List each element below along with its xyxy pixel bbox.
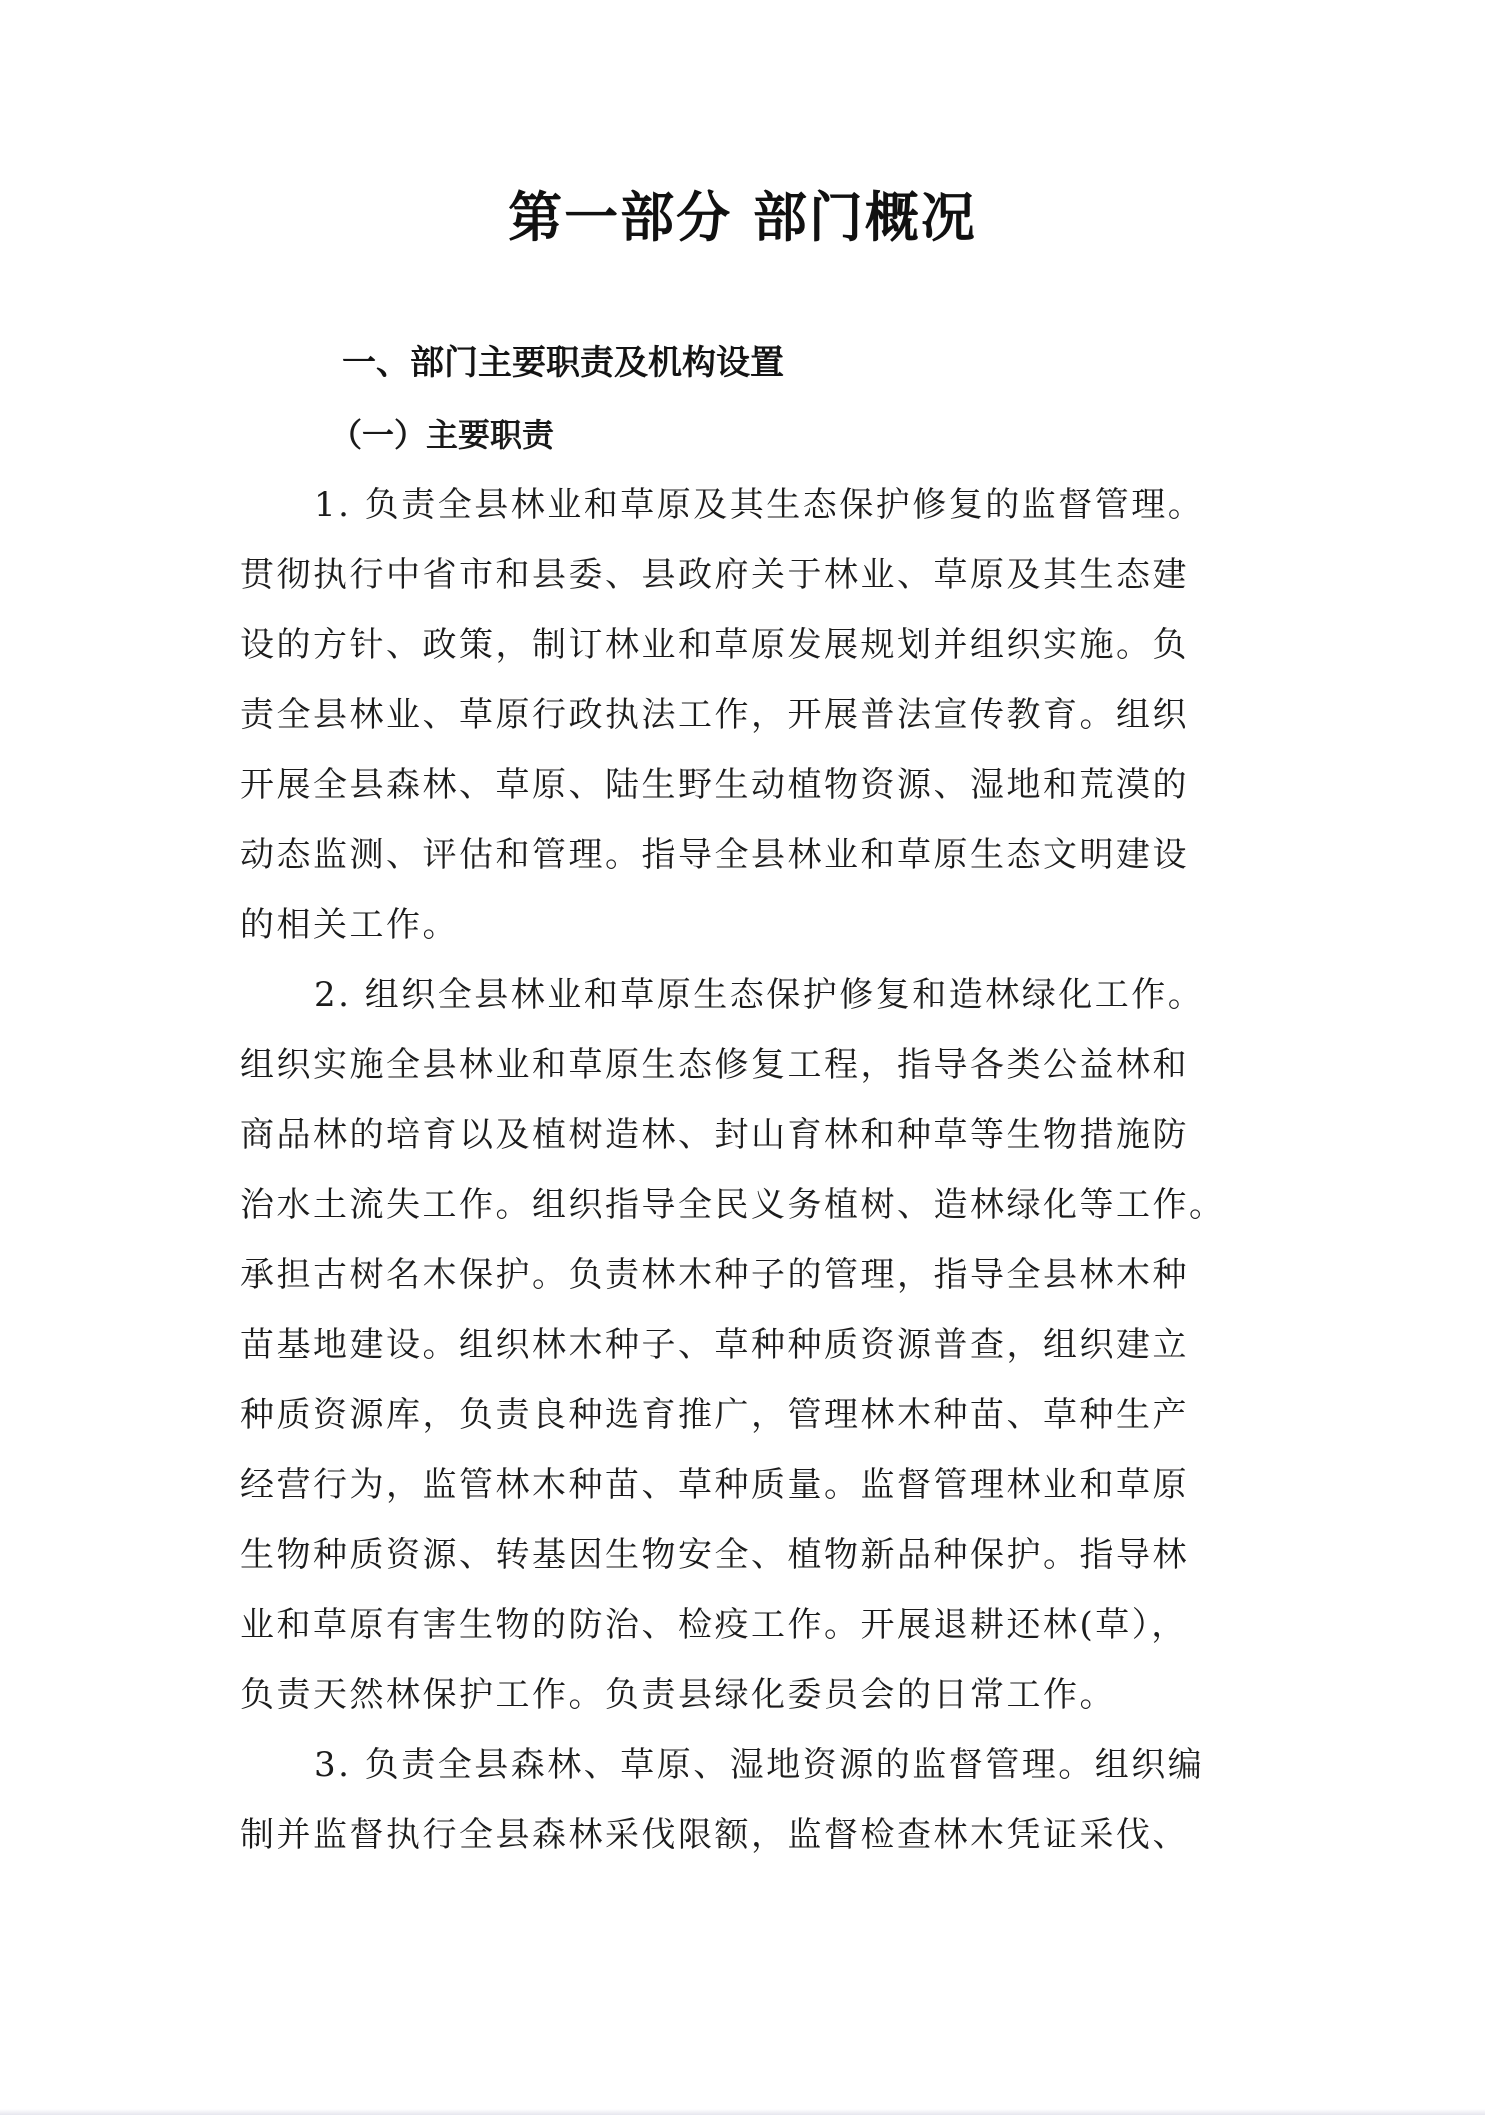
- text-line: 责全县林业、草原行政执法工作，开展普法宣传教育。组织: [240, 695, 1189, 735]
- text-line: 3. 负责全县森林、草原、湿地资源的监督管理。组织编: [314, 1745, 1205, 1785]
- text-line: 业和草原有害生物的防治、检疫工作。开展退耕还林(草），: [240, 1605, 1188, 1645]
- text-line: 负责天然林保护工作。负责县绿化委员会的日常工作。: [240, 1675, 1116, 1715]
- text-line: 经营行为，监管林木种苗、草种质量。监督管理林业和草原: [240, 1465, 1189, 1505]
- scan-edge: [0, 2109, 1485, 2115]
- sub-heading: （一）主要职责: [330, 416, 555, 454]
- text-line: 生物种质资源、转基因生物安全、植物新品种保护。指导林: [240, 1535, 1189, 1575]
- text-line: 1. 负责全县林业和草原及其生态保护修复的监督管理。: [314, 485, 1205, 525]
- text-line: 设的方针、政策，制订林业和草原发展规划并组织实施。负: [240, 625, 1189, 665]
- section-heading: 一、部门主要职责及机构设置: [342, 343, 784, 383]
- page-title: 第一部分 部门概况: [508, 185, 977, 249]
- text-line: 承担古树名木保护。负责林木种子的管理，指导全县林木种: [240, 1255, 1189, 1295]
- text-line: 苗基地建设。组织林木种子、草种种质资源普查，组织建立: [240, 1325, 1189, 1365]
- text-line: 2. 组织全县林业和草原生态保护修复和造林绿化工作。: [314, 975, 1205, 1015]
- text-line: 组织实施全县林业和草原生态修复工程，指导各类公益林和: [240, 1045, 1189, 1085]
- text-line: 治水土流失工作。组织指导全民义务植树、造林绿化等工作。: [240, 1185, 1226, 1225]
- text-line: 种质资源库，负责良种选育推广，管理林木种苗、草种生产: [240, 1395, 1189, 1435]
- text-line: 制并监督执行全县森林采伐限额，监督检查林木凭证采伐、: [240, 1815, 1189, 1855]
- text-line: 开展全县森林、草原、陆生野生动植物资源、湿地和荒漠的: [240, 765, 1189, 805]
- text-line: 商品林的培育以及植树造林、封山育林和种草等生物措施防: [240, 1115, 1189, 1155]
- text-line: 的相关工作。: [240, 905, 459, 945]
- body-text: [240, 470, 1280, 1870]
- text-line: 贯彻执行中省市和县委、县政府关于林业、草原及其生态建: [240, 555, 1189, 595]
- text-line: 动态监测、评估和管理。指导全县林业和草原生态文明建设: [240, 835, 1189, 875]
